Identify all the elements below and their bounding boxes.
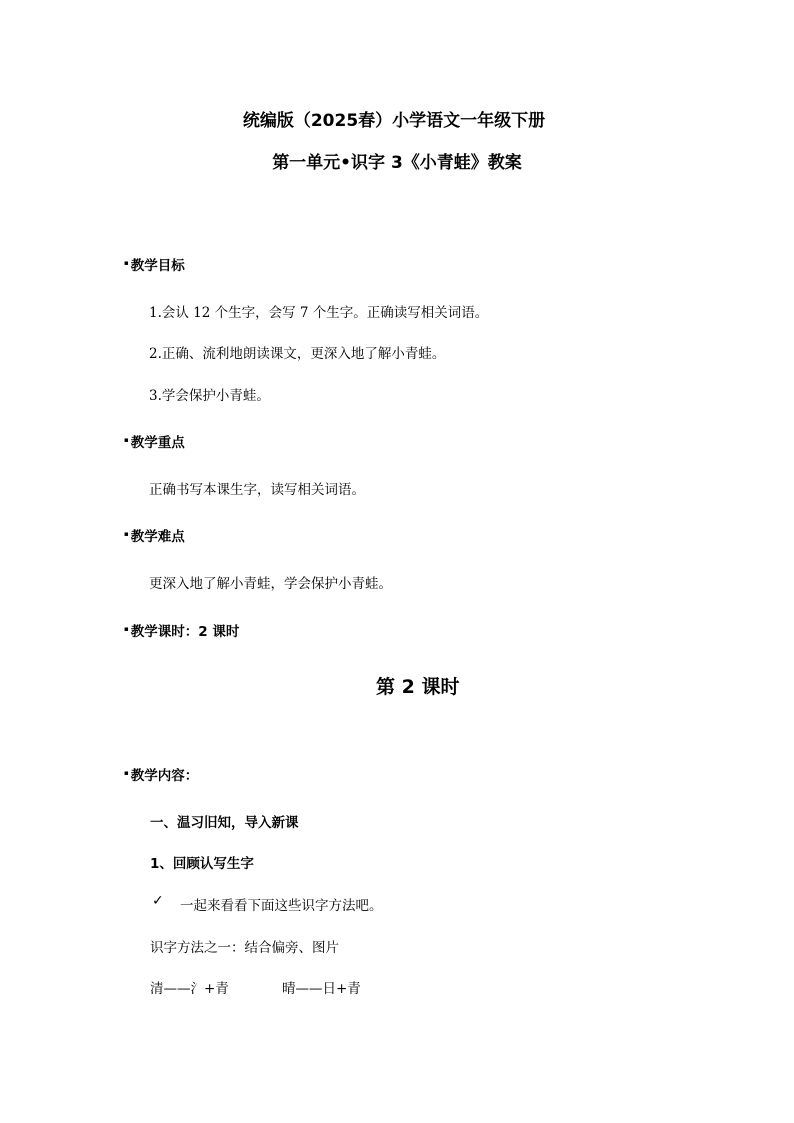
section-heading-label: 教学课时：2 课时: [130, 624, 240, 640]
section-heading-hours: [124, 620, 239, 640]
section-heading-label: 教学重点: [130, 435, 185, 451]
part-heading: 一、温习旧知，导入新课: [150, 815, 299, 831]
bullet-icon: ▪: [124, 259, 129, 267]
example-item: 清——氵+青: [150, 981, 229, 997]
bullet-icon: ▪: [124, 436, 129, 444]
section-heading-difficulties: [124, 525, 185, 545]
document-title: 统编版（2025春）小学语文一年级下册: [242, 111, 546, 131]
example-item: 晴——日+青: [282, 981, 361, 997]
bullet-icon: ▪: [124, 530, 129, 538]
difficulties-text: 更深入地了解小青蛙，学会保护小青蛙。: [149, 576, 392, 592]
section-heading-label: 教学目标: [130, 258, 185, 274]
lesson-title: 第 2 课时: [376, 676, 460, 698]
section-heading-goals: [124, 254, 185, 274]
key-points-text: 正确书写本课生字，读写相关词语。: [149, 482, 365, 498]
goal-item: 2.正确、流利地朗读课文，更深入地了解小青蛙。: [149, 346, 446, 362]
section-heading-label: 教学内容：: [130, 768, 199, 784]
step-heading: 1、回顾认写生字: [150, 856, 254, 872]
bullet-icon: ▪: [124, 625, 129, 633]
checkmark-icon: ✓: [152, 893, 164, 909]
goal-item: 1.会认 12 个生字，会写 7 个生字。正确读写相关词语。: [149, 305, 489, 321]
goal-item: 3.学会保护小青蛙。: [149, 388, 270, 404]
document-subtitle: 第一单元•识字 3《小青蛙》教案: [272, 153, 522, 173]
check-text: 一起来看看下面这些识字方法吧。: [180, 898, 383, 914]
section-heading-key-points: [124, 431, 185, 451]
section-heading-content: [124, 764, 198, 784]
method-text: 识字方法之一：结合偏旁、图片: [150, 940, 339, 956]
bullet-icon: ▪: [124, 769, 129, 777]
section-heading-label: 教学难点: [130, 529, 185, 545]
